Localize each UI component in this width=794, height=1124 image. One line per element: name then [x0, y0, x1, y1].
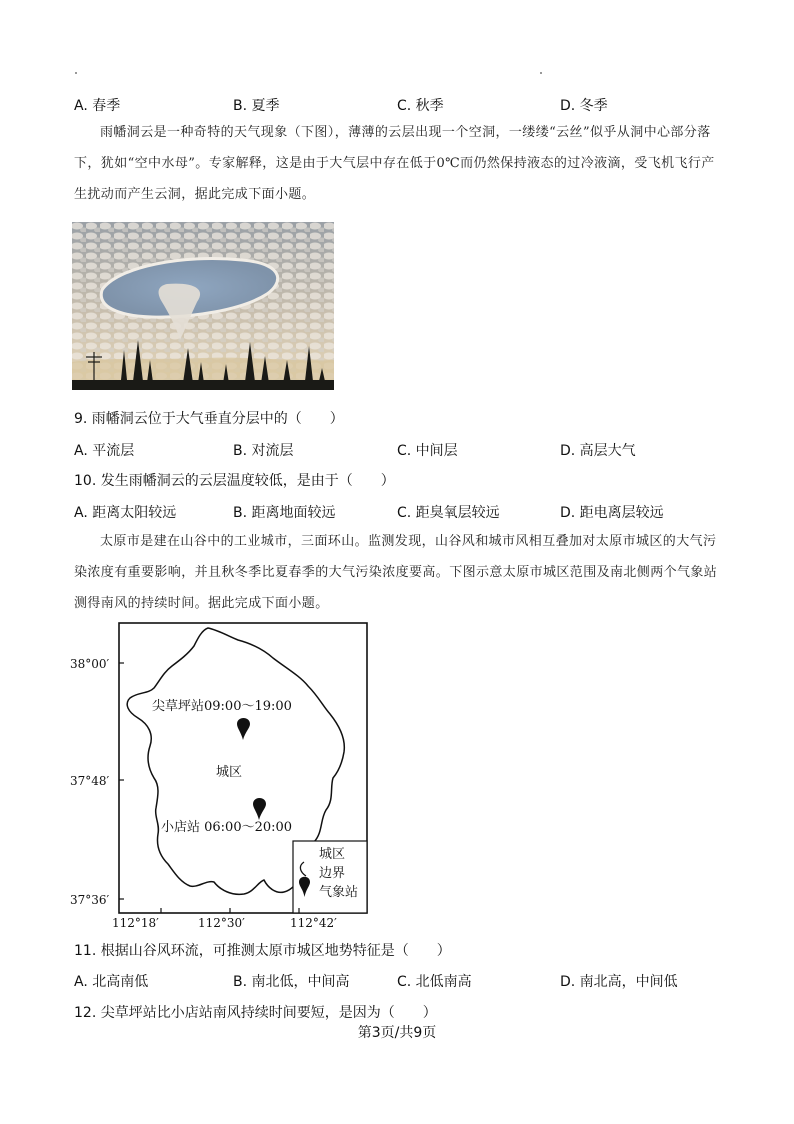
legend-label-station: 气象站 — [319, 885, 359, 900]
station-label-xiaodian: 小店站 06:00～20:00 — [161, 820, 293, 835]
passage-fallstreak-cloud: 雨幡洞云是一种奇特的天气现象（下图），薄薄的云层出现一个空洞，一缕缕“云丝”似乎从洞中心部分落下，犹如“空中水母”。专家解释，这是由于大气层中存在低于0℃而仍然保持液态的过冷液滴，受飞机飞行产生扰动而产生云洞，据此完成下面小题。 — [74, 125, 715, 202]
q8-options — [74, 95, 734, 117]
page-number: 第3页/共9页 — [357, 1025, 437, 1041]
option-c: C. 中间层 — [397, 443, 458, 459]
lat-label: 37°36′ — [70, 893, 110, 907]
option-a: A. 北高南低 — [74, 974, 149, 990]
lon-label: 112°42′ — [290, 916, 337, 930]
scan-mark — [75, 72, 77, 74]
legend-label-city: 城区 — [319, 847, 346, 862]
option-c: C. 距臭氧层较远 — [397, 505, 500, 521]
passage-taiyuan: 太原市是建在山谷中的工业城市，三面环山。监测发现，山谷风和城市风相互叠加对太原市城区的大气污染浓度有重要影响，并且秋冬季比夏春季的大气污染浓度要高。下图示意太原市城区范围及南北侧两个气象站测得南风的持续时间。据此完成下面小题。 — [74, 534, 718, 611]
option-d: D. 冬季 — [560, 98, 608, 114]
question-11: 11. 根据山谷风环流，可推测太原市城区地势特征是（ ） — [74, 943, 451, 959]
station-label-jiancaoping: 尖草坪站09:00～19:00 — [152, 699, 292, 714]
option-a: A. 平流层 — [74, 443, 135, 459]
question-12: 12. 尖草坪站比小店站南风持续时间要短，是因为（ ） — [74, 1005, 437, 1021]
option-b: B. 夏季 — [233, 98, 280, 114]
option-b: B. 南北低，中间高 — [233, 974, 350, 990]
option-b: B. 距离地面较远 — [233, 505, 336, 521]
question-10: 10. 发生雨幡洞云的云层温度较低，是由于（ ） — [74, 473, 395, 489]
q11-options — [74, 971, 734, 993]
taiyuan-map-figure — [68, 620, 378, 940]
option-c: C. 北低南高 — [397, 974, 472, 990]
option-d: D. 距电离层较远 — [560, 505, 664, 521]
city-label: 城区 — [216, 765, 243, 780]
option-c: C. 秋季 — [397, 98, 444, 114]
fallstreak-cloud-photo — [72, 222, 334, 390]
lon-label: 112°18′ — [112, 916, 159, 930]
lat-label: 38°00′ — [70, 657, 110, 671]
lat-label: 37°48′ — [70, 774, 110, 788]
q9-options — [74, 440, 734, 462]
option-d: D. 南北高，中间低 — [560, 974, 678, 990]
option-d: D. 高层大气 — [560, 443, 636, 459]
q10-options — [74, 502, 734, 524]
lon-label: 112°30′ — [198, 916, 245, 930]
option-a: A. 春季 — [74, 98, 121, 114]
scan-mark — [540, 72, 542, 74]
question-9: 9. 雨幡洞云位于大气垂直分层中的（ ） — [74, 411, 344, 427]
option-a: A. 距离太阳较远 — [74, 505, 177, 521]
option-b: B. 对流层 — [233, 443, 294, 459]
legend-label-boundary: 边界 — [319, 866, 346, 881]
